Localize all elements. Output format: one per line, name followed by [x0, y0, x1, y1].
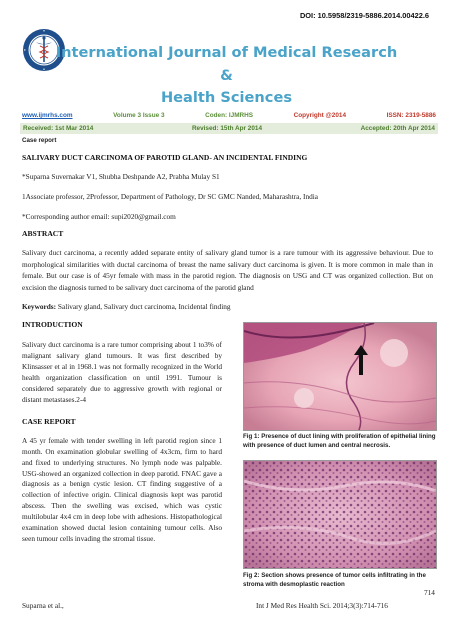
journal-meta	[22, 112, 436, 119]
authors: *Suparna Suvernakar V1, Shubha Deshpande A2, Prabha Mulay S1	[22, 172, 220, 181]
received-date: Received: 1st Mar 2014	[23, 125, 94, 132]
keywords-label: Keywords:	[22, 302, 57, 311]
article-title: SALIVARY DUCT CARCINOMA OF PAROTID GLAND- AN INCIDENTAL FINDING	[22, 153, 308, 162]
accepted-date: Accepted: 20th Apr 2014	[360, 125, 435, 132]
journal-title-ampersand: &	[220, 67, 233, 84]
coden: Coden: IJMRHS	[205, 112, 254, 119]
journal-title-line3: Health Sciences	[160, 89, 293, 106]
journal-title-line1: International Journal of Medical Research	[55, 44, 398, 61]
abstract-heading: ABSTRACT	[22, 229, 64, 238]
copyright: Copyright @2014	[293, 112, 347, 119]
case-report-heading: CASE REPORT	[22, 417, 76, 426]
keywords-text: Salivary gland, Salivary duct carcinoma, Incidental finding	[57, 302, 231, 311]
revised-date: Revised: 15th Apr 2014	[191, 125, 263, 132]
issn: ISSN: 2319-5886	[386, 112, 436, 119]
introduction-text: Salivary duct carcinoma is a rare tumor comprising about 1 to3% of malignant salivary gland tumours. It was first described by Klinsasser et al in 1968.1 was not formally recognized in the World health organization classification on until 1991. Tumour is considered separately due to aggressive growth with regional or distant metastases.2-4	[22, 340, 222, 404]
article-type: Case report	[22, 137, 57, 144]
corresponding-author: *Corresponding author email: supi2020@gmail.com	[22, 212, 176, 221]
volume-issue: Volume 3 Issue 3	[113, 112, 165, 119]
arrow-up-icon	[354, 345, 368, 375]
footer-citation: Int J Med Res Health Sci. 2014;3(3):714-716	[256, 601, 388, 610]
website-link[interactable]: www.ijmrhs.com	[22, 112, 73, 119]
affiliation: 1Associate professor, 2Professor, Department of Pathology, Dr SC GMC Nanded, Maharashtra, India	[22, 192, 319, 201]
doi: DOI: 10.5958/2319-5886.2014.00422.6	[299, 11, 429, 20]
page-number: 714	[424, 588, 435, 597]
abstract-text: Salivary duct carcinoma, a recently added separate entity of salivary gland tumor is a rare tumour with its aggressive behaviour. Due to morphological similarities with ductal carcinoma of breast the name salivary duct carcinoma is given. It is more common in male than in female. But our case is of 45yr female with mass in the parotid region. The diagnosis on USG and CT was organized collection. But on excision the diagnosis turned to be salivary duct carcinoma of the parotid gland	[22, 248, 433, 293]
dates-bar	[20, 123, 438, 134]
figure-1-image	[243, 322, 437, 431]
introduction-heading: INTRODUCTION	[22, 320, 83, 329]
keywords	[22, 301, 433, 312]
case-report-text: A 45 yr female with tender swelling in left parotid region since 1 month. On examination globular swelling of 4x3cm, firm to hard and fixed to underlying structures. No lymph node was palpable. USG-showed an organized collection in deep parotid. FNAC gave a diagnosis as a benign cystic lesion. CT finding suggestive of a collection of infective origin. Clinical diagnosis kept was parotid abscess. Then the swelling was excised, which was cystic multilobular 4x4 cm in deep lobe with adhesions. Histopathological examination showed ductal lesion containing tumour cells. Also seen tumour cells invading the stromal tissue.	[22, 436, 222, 543]
footer-author: Suparna et al.,	[22, 601, 64, 610]
figure-1-caption: Fig 1: Presence of duct lining with proliferation of epithelial lining with presence of duct lumen and central necrosis.	[243, 433, 436, 449]
figure-2-image	[243, 460, 437, 569]
figure-2-caption: Fig 2: Section shows presence of tumor cells infiltrating in the stroma with desmoplastic reaction	[243, 572, 426, 588]
